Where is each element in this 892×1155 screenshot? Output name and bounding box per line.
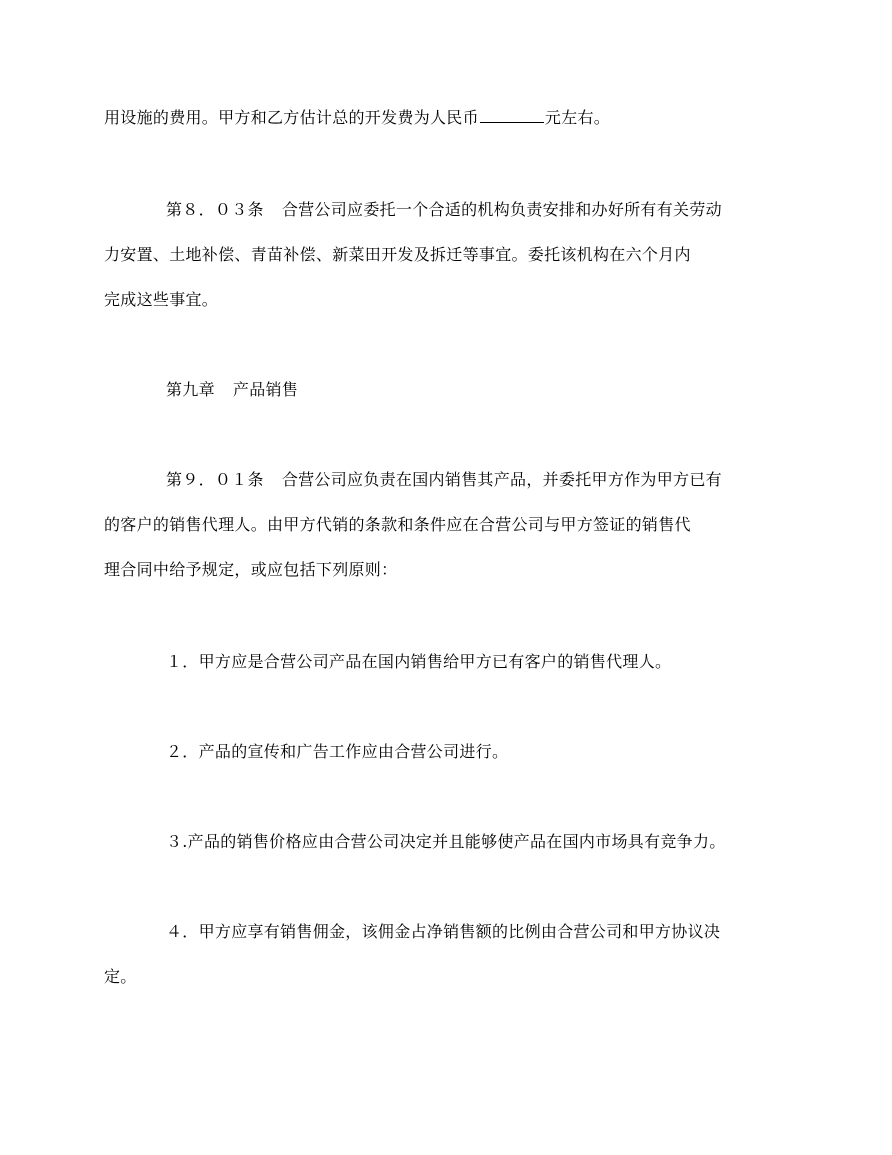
article-8-03-text-3: 完成这些事宜。 xyxy=(104,290,219,309)
article-9-01-number: 第９．０１条 xyxy=(166,470,264,489)
list-item-2 xyxy=(166,742,508,762)
article-9-01-text-2: 的客户的销售代理人。由甲方代销的条款和条件应在合营公司与甲方签证的销售代 xyxy=(104,515,691,534)
list-item-3 xyxy=(166,832,726,852)
chapter-9-title: 产品销售 xyxy=(232,380,299,399)
article-8-03-line-2 xyxy=(104,245,691,265)
article-8-03-line-3 xyxy=(104,290,218,310)
article-9-01-text-1: 合营公司应负责在国内销售其产品，并委托甲方作为甲方已有 xyxy=(281,470,722,489)
list-item-2-text: ２．产品的宣传和广告工作应由合营公司进行。 xyxy=(166,742,509,761)
list-item-4-text-1: ４．甲方应享有销售佣金，该佣金占净销售额的比例由合营公司和甲方协议决 xyxy=(166,922,721,941)
paragraph-dev-cost xyxy=(104,108,610,128)
list-item-4-line-2 xyxy=(104,967,137,987)
list-item-4-line-1 xyxy=(166,922,720,942)
article-9-01-text-3: 理合同中给予规定，或应包括下列原则： xyxy=(104,560,398,579)
article-8-03-text-1: 合营公司应委托一个合适的机构负责安排和办好所有有关劳动 xyxy=(281,200,722,219)
article-8-03-text-2: 力安置、土地补偿、青苗补偿、新菜田开发及拆迁等事宜。委托该机构在六个月内 xyxy=(104,245,691,264)
list-item-4-text-2: 定。 xyxy=(104,967,137,986)
list-item-1 xyxy=(166,652,671,672)
article-9-01-line-1 xyxy=(166,470,722,490)
article-9-01-line-2 xyxy=(104,515,691,535)
amount-blank xyxy=(480,108,544,123)
chapter-9-number: 第九章 xyxy=(166,380,215,399)
article-8-03-number: 第８．０３条 xyxy=(166,200,264,219)
article-8-03-line-1 xyxy=(166,200,722,220)
list-item-3-text: ３.产品的销售价格应由合营公司决定并且能够使产品在国内市场具有竞争力。 xyxy=(166,832,726,851)
dev-cost-text: 用设施的费用。甲方和乙方估计总的开发费为人民币 xyxy=(104,108,479,127)
article-9-01-line-3 xyxy=(104,560,397,580)
dev-cost-suffix: 元左右。 xyxy=(544,108,611,127)
chapter-9-heading xyxy=(166,380,298,400)
list-item-1-text: １．甲方应是合营公司产品在国内销售给甲方已有客户的销售代理人。 xyxy=(166,652,672,671)
